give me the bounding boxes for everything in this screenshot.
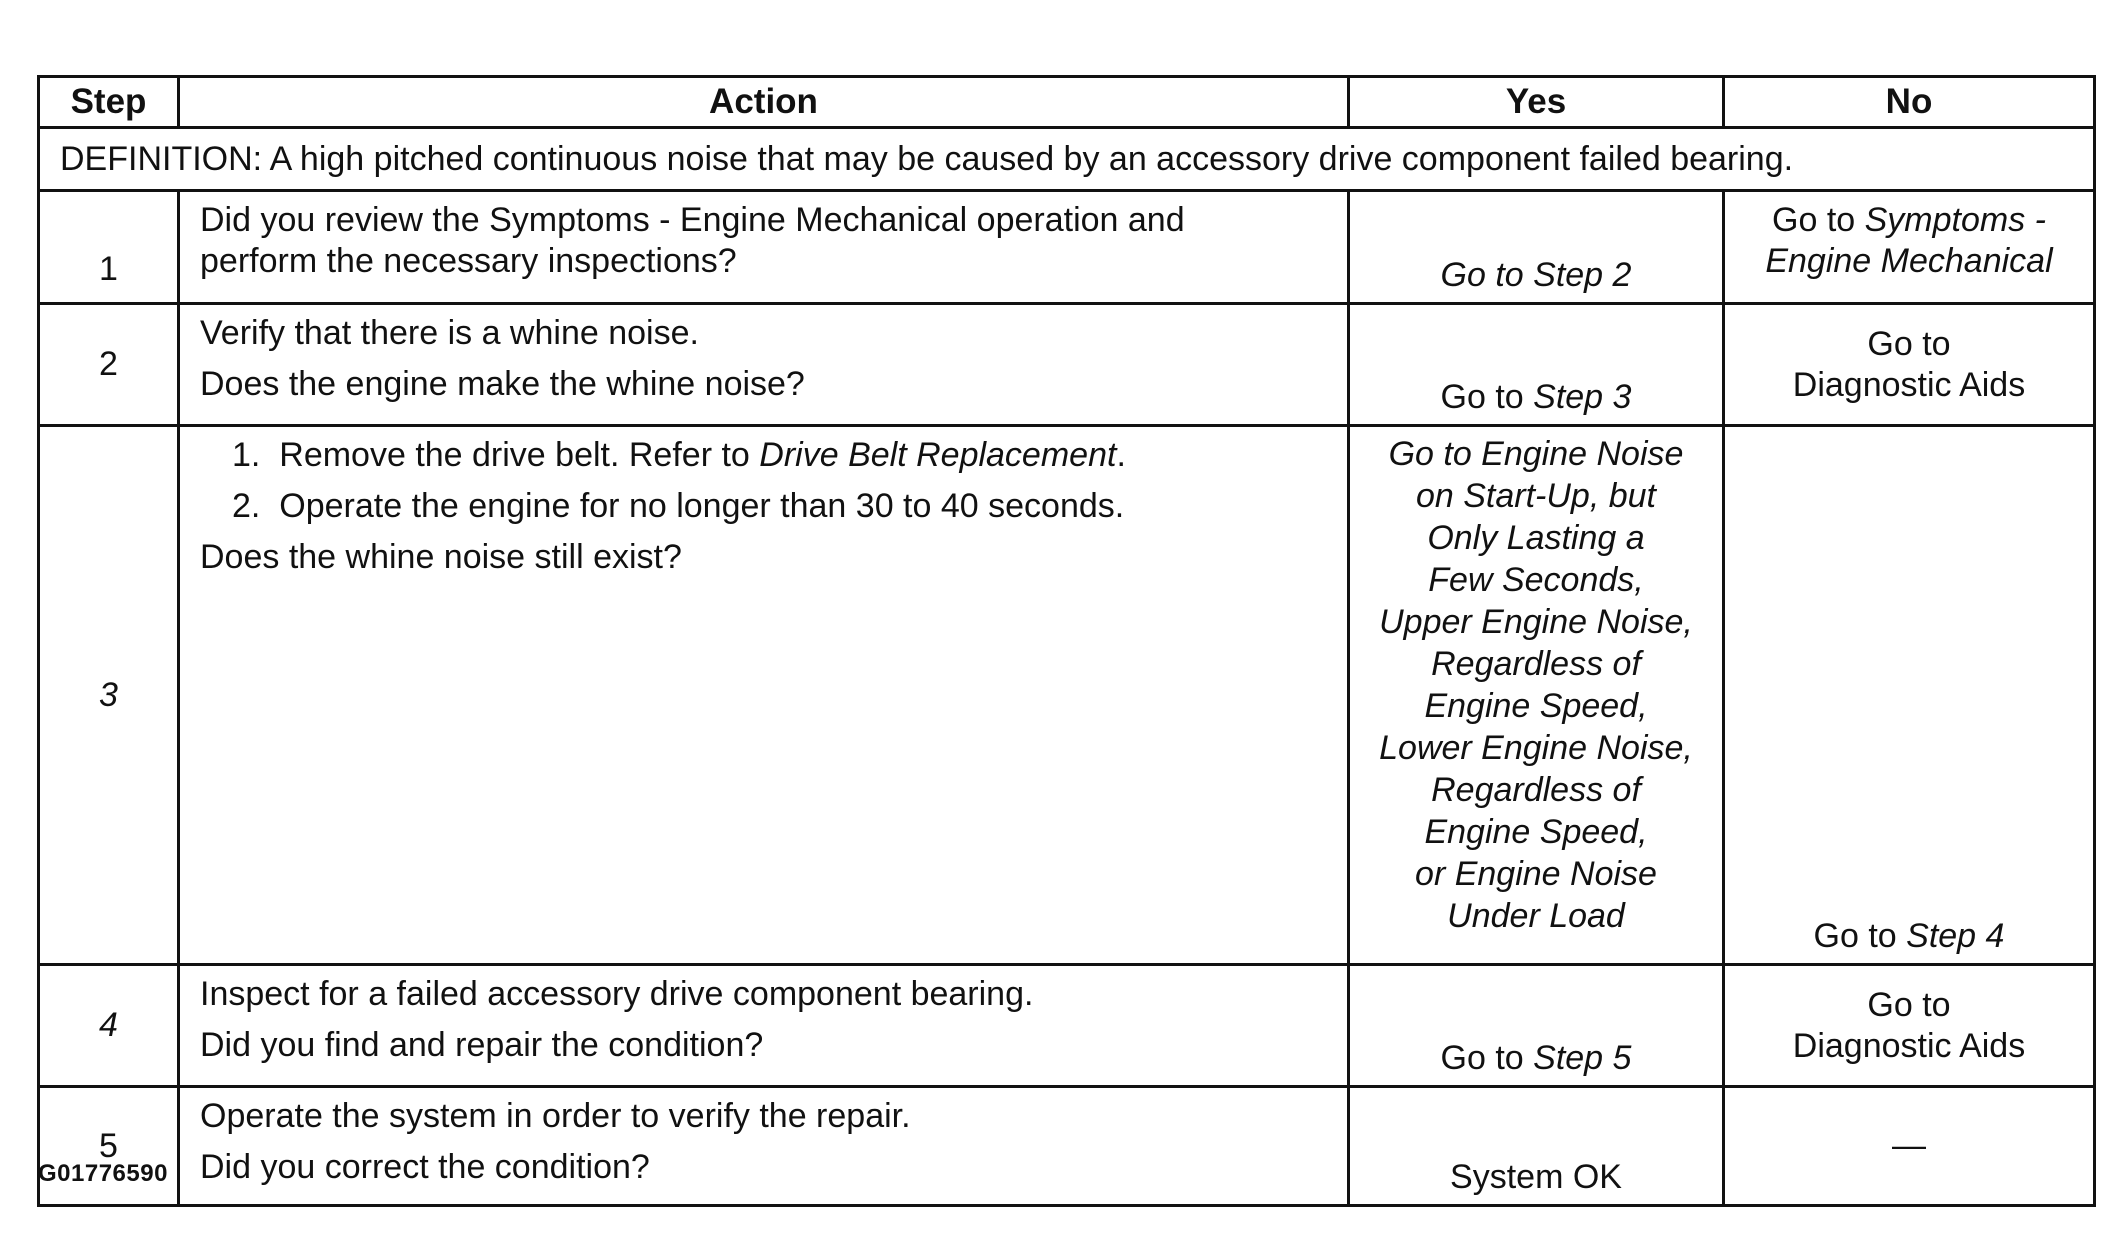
step-number: 3 bbox=[39, 426, 179, 965]
action-line: Did you find and repair the condition? bbox=[200, 1026, 764, 1064]
yes-cell bbox=[1349, 191, 1724, 304]
drive-belt-link[interactable]: Drive Belt Replacement bbox=[759, 436, 1117, 474]
diagnostic-table bbox=[37, 75, 2096, 1207]
definition-row bbox=[39, 128, 2095, 191]
step-number: 4 bbox=[39, 965, 179, 1087]
yes-prefix: Go to bbox=[1440, 1039, 1534, 1077]
no-link[interactable]: Engine Mechanical bbox=[1765, 242, 2053, 280]
yes-link[interactable]: Step 5 bbox=[1533, 1039, 1632, 1077]
yes-cell bbox=[1349, 426, 1724, 965]
action-cell bbox=[179, 304, 1349, 426]
no-cell bbox=[1724, 191, 2095, 304]
figure-id: G01776590 bbox=[38, 1160, 168, 1187]
action-line: Does the engine make the whine noise? bbox=[200, 365, 805, 403]
action-line: Verify that there is a whine noise. bbox=[200, 314, 699, 352]
yes-cell bbox=[1349, 1087, 1724, 1206]
no-cell bbox=[1724, 426, 2095, 965]
yes-link[interactable]: Step 2 bbox=[1533, 256, 1632, 294]
yes-text: System OK bbox=[1450, 1158, 1622, 1196]
table-row bbox=[39, 304, 2095, 426]
action-line: perform the necessary inspections? bbox=[200, 242, 737, 280]
no-link[interactable]: Symptoms - bbox=[1864, 201, 2046, 239]
yes-prefix: Go to bbox=[1440, 378, 1534, 416]
action-question: Does the whine noise still exist? bbox=[200, 538, 682, 576]
no-cell bbox=[1724, 304, 2095, 426]
table-row bbox=[39, 191, 2095, 304]
action-cell bbox=[179, 1087, 1349, 1206]
no-prefix: Go to bbox=[1772, 201, 1865, 239]
definition-text: DEFINITION: A high pitched continuous noise that may be caused by an accessory drive component failed bearing. bbox=[39, 128, 2095, 191]
step-number: 5 bbox=[39, 1087, 179, 1206]
no-cell bbox=[1724, 965, 2095, 1087]
action-cell bbox=[179, 191, 1349, 304]
list-item: 2. Operate the engine for no longer than 30 to 40 seconds. bbox=[232, 487, 1125, 525]
header-step: Step bbox=[39, 77, 179, 128]
yes-prefix: Go to bbox=[1440, 256, 1534, 294]
yes-link[interactable]: Step 3 bbox=[1533, 378, 1632, 416]
no-link[interactable]: Step 4 bbox=[1906, 917, 2005, 955]
header-yes: Yes bbox=[1349, 77, 1724, 128]
action-line: Did you correct the condition? bbox=[200, 1148, 650, 1186]
no-line: Go to bbox=[1867, 985, 1951, 1024]
yes-cell bbox=[1349, 965, 1724, 1087]
header-no: No bbox=[1724, 77, 2095, 128]
yes-link-list[interactable]: Go to Engine Noise on Start-Up, but Only Lasting a Few Seconds, Upper Engine Noise, Regardless of Engine Speed, Lower Engine Noise, Regardless of Engine Speed, or Engine Noise Under Load bbox=[1379, 435, 1693, 935]
step-number: 1 bbox=[39, 191, 179, 304]
action-cell bbox=[179, 426, 1349, 965]
table-row bbox=[39, 426, 2095, 965]
list-item: 1. Remove the drive belt. Refer to Drive Belt Replacement. bbox=[232, 436, 1126, 474]
action-line: Did you review the Symptoms - Engine Mechanical operation and bbox=[200, 201, 1185, 239]
no-line: Go to bbox=[1867, 324, 1951, 363]
action-cell bbox=[179, 965, 1349, 1087]
table-row bbox=[39, 1087, 2095, 1206]
header-row bbox=[39, 77, 2095, 128]
no-cell bbox=[1724, 1087, 2095, 1206]
no-line[interactable]: Diagnostic Aids bbox=[1792, 1026, 2026, 1065]
action-line: Operate the system in order to verify the repair. bbox=[200, 1097, 911, 1135]
yes-cell bbox=[1349, 304, 1724, 426]
header-action: Action bbox=[179, 77, 1349, 128]
step-number: 2 bbox=[39, 304, 179, 426]
no-text: — bbox=[1892, 1126, 1926, 1165]
table-row bbox=[39, 965, 2095, 1087]
action-line: Inspect for a failed accessory drive component bearing. bbox=[200, 975, 1034, 1013]
no-prefix: Go to bbox=[1813, 917, 1907, 955]
no-line[interactable]: Diagnostic Aids bbox=[1792, 365, 2026, 404]
